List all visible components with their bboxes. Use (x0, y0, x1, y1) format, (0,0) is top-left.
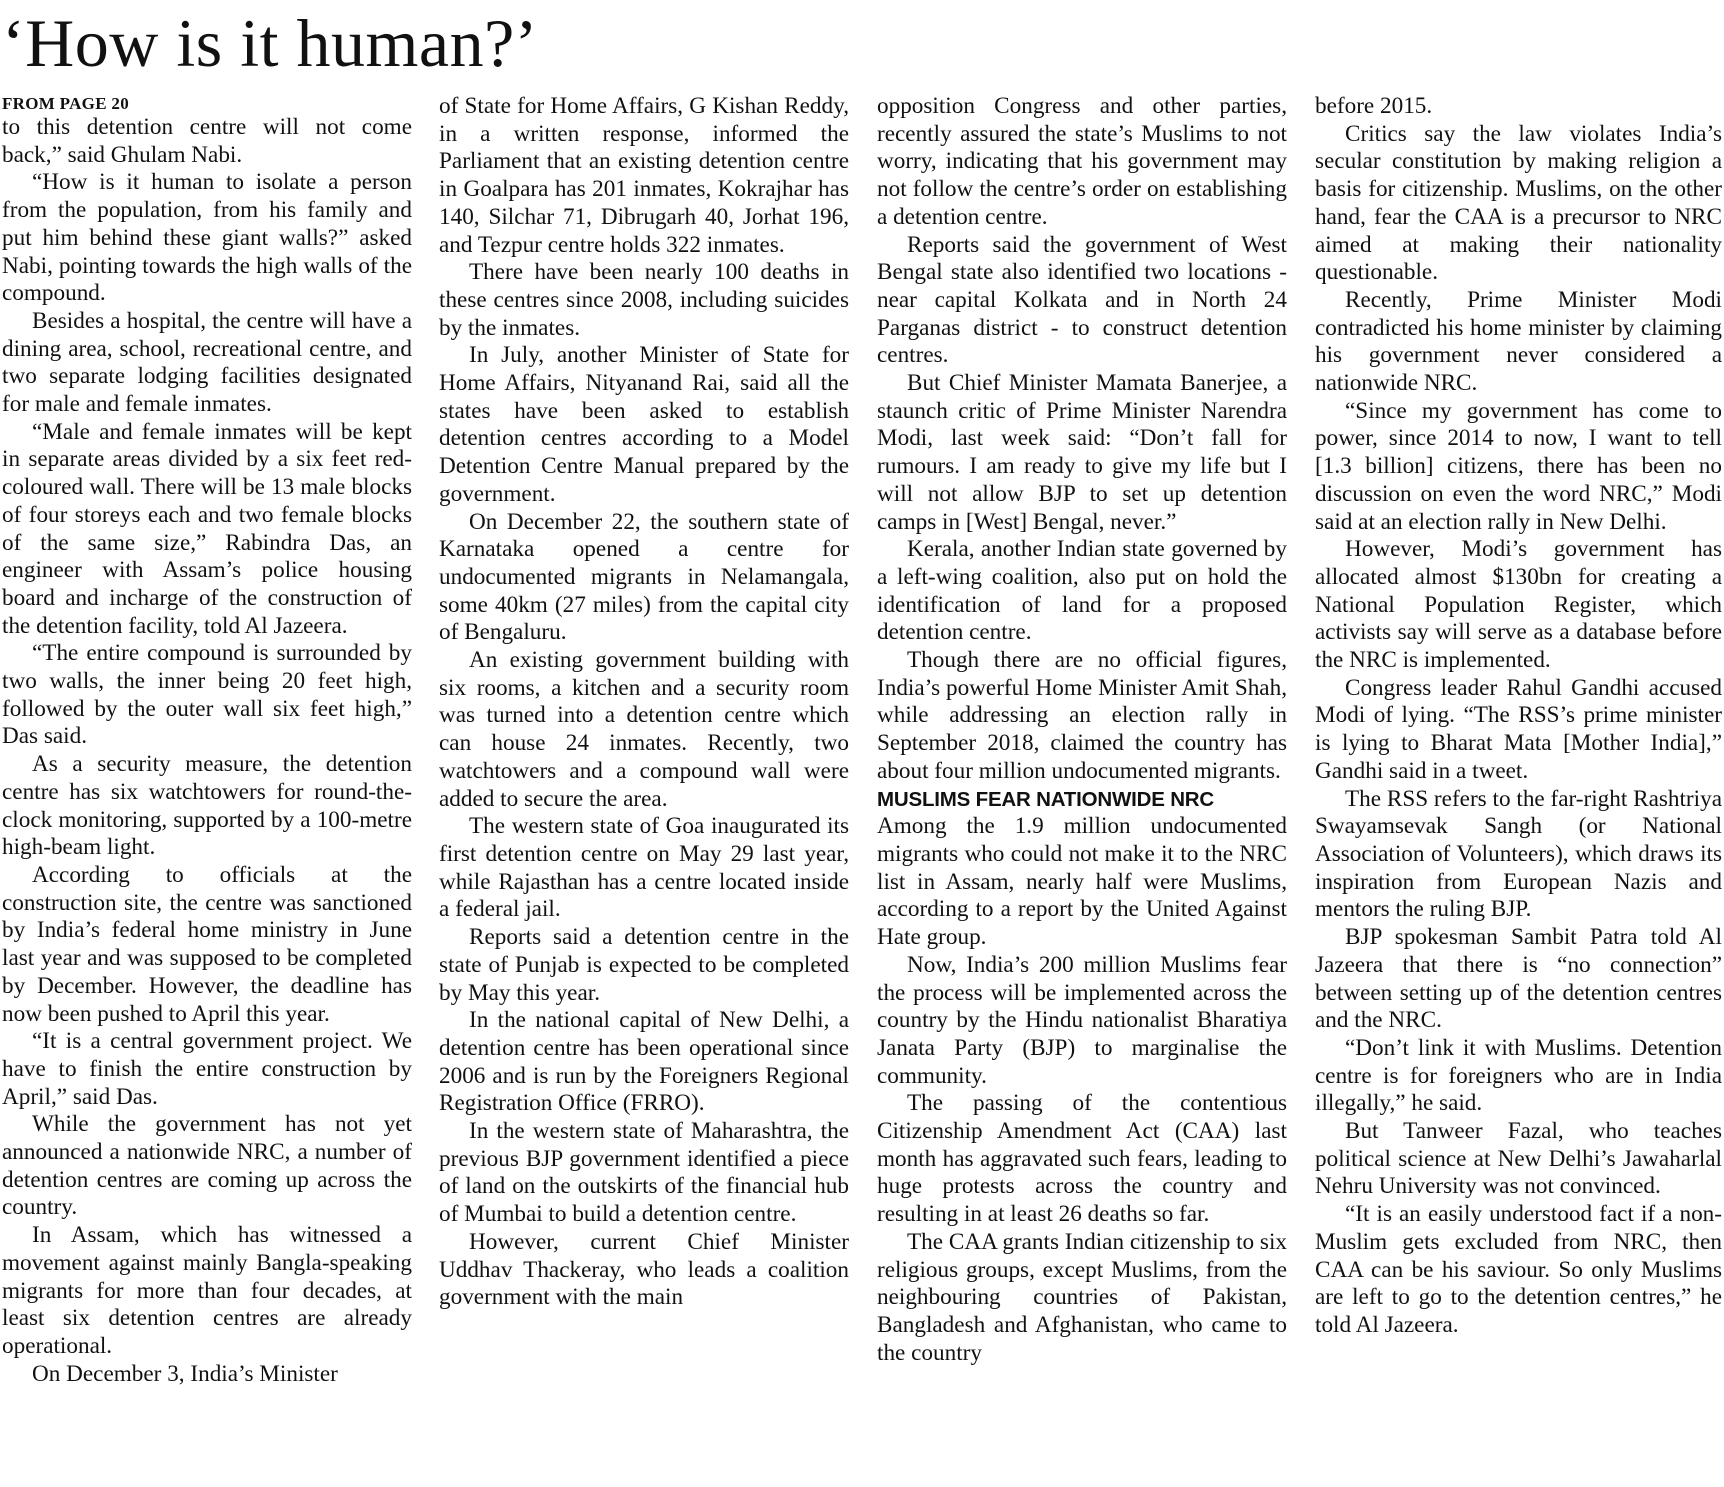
article-paragraph: “Since my government has come to power, since 2014 to now, I want to tell [1.3 billion] citizens, there has been no discussion on even the word NRC,” Modi said at an election rally in New Delhi. (1315, 397, 1722, 535)
article-paragraph: Now, India’s 200 million Muslims fear the process will be implemented across the country by the Hindu nationalist Bharatiya Janata Party (BJP) to marginalise the community. (877, 951, 1287, 1089)
article-paragraph: Though there are no official figures, India’s powerful Home Minister Amit Shah, while addressing an election rally in September 2018, claimed the country has about four million undocumented migrants. (877, 647, 1287, 784)
article-paragraph: “How is it human to isolate a person from the population, from his family and put him behind these giant walls?” asked Nabi, pointing towards the high walls of the compound. (2, 169, 412, 307)
article-column-2 (439, 93, 849, 1487)
article-paragraph: Congress leader Rahul Gandhi accused Modi of lying. “The RSS’s prime minister is lying to Bharat Mata [Mother India],” Gandhi said in a tweet. (1315, 674, 1722, 784)
article-paragraph: While the government has not yet announced a nationwide NRC, a number of detention centres are coming up across the country. (2, 1111, 412, 1221)
article-column-4 (1315, 93, 1722, 1487)
article-paragraph: Besides a hospital, the centre will have a dining area, school, recreational centre, and two separate lodging facilities designated for male and female inmates. (2, 307, 412, 418)
article-paragraph: In the western state of Maharashtra, the previous BJP government identified a piece of land on the outskirts of the financial hub of Mumbai to build a detention centre. (439, 1118, 849, 1228)
article-paragraph: Kerala, another Indian state governed by a left-wing coalition, also put on hold the identification of land for a proposed detention centre. (877, 536, 1287, 646)
article-paragraph: According to officials at the construction site, the centre was sanctioned by India’s federal home ministry in June last year and was supposed to be completed by December. However, the deadline has now been pushed to April this year. (2, 861, 412, 1027)
article-paragraph: Reports said the government of West Bengal state also identified two locations - near capital Kolkata and in North 24 Parganas district - to construct detention centres. (877, 231, 1287, 369)
article-paragraph: An existing government building with six rooms, a kitchen and a security room was turned into a detention centre which can house 24 inmates. Recently, two watchtowers and a compound wall were added to secure the area. (439, 647, 849, 812)
article-column-1 (2, 93, 412, 1487)
article-paragraph: Reports said a detention centre in the state of Punjab is expected to be completed by May this year. (439, 924, 849, 1006)
article-paragraph: The CAA grants Indian citizenship to six religious groups, except Muslims, from the neighbouring countries of Pakistan, Bangladesh and Afghanistan, who came to the country (877, 1228, 1287, 1366)
article-paragraph: Among the 1.9 million undocumented migrants who could not make it to the NRC list in Assam, nearly half were Muslims, according to a report by the United Against Hate group. (877, 813, 1287, 951)
article-paragraph: But Chief Minister Mamata Banerjee, a staunch critic of Prime Minister Narendra Modi, last week said: “Don’t fall for rumours. I am ready to give my life but I will not allow BJP to set up detention camps in [West] Bengal, never.” (877, 370, 1287, 535)
article-paragraph: opposition Congress and other parties, recently assured the state’s Muslims to not worry, indicating that his government may not follow the centre’s order on establishing a detention centre. (877, 93, 1287, 230)
article-paragraph: But Tanweer Fazal, who teaches political science at New Delhi’s Jawaharlal Nehru University was not convinced. (1315, 1118, 1722, 1200)
article-paragraph: As a security measure, the detention centre has six watchtowers for round-the-clock monitoring, supported by a 100-metre high-beam light. (2, 751, 412, 861)
article-paragraph: BJP spokesman Sambit Patra told Al Jazeera that there is “no connection” between setting up of the detention centres and the NRC. (1315, 924, 1722, 1034)
article-paragraph: of State for Home Affairs, G Kishan Reddy, in a written response, informed the Parliament that an existing detention centre in Goalpara has 201 inmates, Kokrajhar has 140, Silchar 71, Dibrugarh 40, Jorhat 196, and Tezpur centre holds 322 inmates. (439, 93, 849, 258)
article-paragraph: In the national capital of New Delhi, a detention centre has been operational since 2006 and is run by the Foreigners Regional Registration Office (FRRO). (439, 1007, 849, 1117)
jump-line: FROM PAGE 20 (2, 94, 129, 113)
article-paragraph: Recently, Prime Minister Modi contradicted his home minister by claiming his government never considered a nationwide NRC. (1315, 286, 1722, 397)
article-paragraph: In July, another Minister of State for Home Affairs, Nityanand Rai, said all the states have been asked to establish detention centres according to a Model Detention Centre Manual prepared by the government. (439, 342, 849, 507)
headline: ‘How is it human?’ (2, 5, 538, 81)
article-paragraph: “It is a central government project. We have to finish the entire construction by April,” said Das. (2, 1028, 412, 1110)
article-paragraph: There have been nearly 100 deaths in these centres since 2008, including suicides by the inmates. (439, 259, 849, 341)
article-paragraph: “Don’t link it with Muslims. Detention centre is for foreigners who are in India illegally,” he said. (1315, 1034, 1722, 1117)
article-paragraph: However, current Chief Minister Uddhav Thackeray, who leads a coalition government with the main (439, 1228, 849, 1311)
article-paragraph: The western state of Goa inaugurated its first detention centre on May 29 last year, while Rajasthan has a centre located inside a federal jail. (439, 813, 849, 923)
article-paragraph: In Assam, which has witnessed a movement against mainly Bangla-speaking migrants for more than four decades, at least six detention centres are already operational. (2, 1222, 412, 1359)
article-paragraph: before 2015. (1315, 93, 1433, 119)
article-paragraph: Critics say the law violates India’s secular constitution by making religion a basis for citizenship. Muslims, on the other hand, fear the CAA is a precursor to NRC aimed at making their nationality questionable. (1315, 120, 1722, 286)
article-paragraph: However, Modi’s government has allocated almost $130bn for creating a National Population Register, which activists say will serve as a database before the NRC is implemented. (1315, 536, 1722, 674)
article-paragraph: “It is an easily understood fact if a non-Muslim gets excluded from NRC, then CAA can be his saviour. So only Muslims are left to go to the detention centres,” he told Al Jazeera. (1315, 1201, 1722, 1338)
article-paragraph: to this detention centre will not come back,” said Ghulam Nabi. (2, 114, 412, 168)
article-paragraph: On December 22, the southern state of Karnataka opened a centre for undocumented migrants in Nelamangala, some 40km (27 miles) from the capital city of Bengaluru. (439, 508, 849, 646)
article-paragraph: “Male and female inmates will be kept in separate areas divided by a six feet red-coloured wall. There will be 13 male blocks of four storeys each and two female blocks of the same size,” Rabindra Das, an engineer with Assam’s police housing board and incharge of the construction of the detention facility, told Al Jazeera. (2, 418, 412, 639)
article-column-3 (877, 93, 1287, 1487)
section-subhead: MUSLIMS FEAR NATIONWIDE NRC (877, 787, 1215, 811)
article-paragraph: The RSS refers to the far-right Rashtriya Swayamsevak Sangh (or National Association of Volunteers), which draws its inspiration from European Nazis and mentors the ruling BJP. (1315, 785, 1722, 923)
article-paragraph: The passing of the contentious Citizenship Amendment Act (CAA) last month has aggravated such fears, leading to huge protests across the country and resulting in at least 26 deaths so far. (877, 1090, 1287, 1228)
article-paragraph: “The entire compound is surrounded by two walls, the inner being 20 feet high, followed by the outer wall six feet high,” Das said. (2, 640, 412, 750)
article-paragraph: On December 3, India’s Minister (32, 1360, 338, 1387)
